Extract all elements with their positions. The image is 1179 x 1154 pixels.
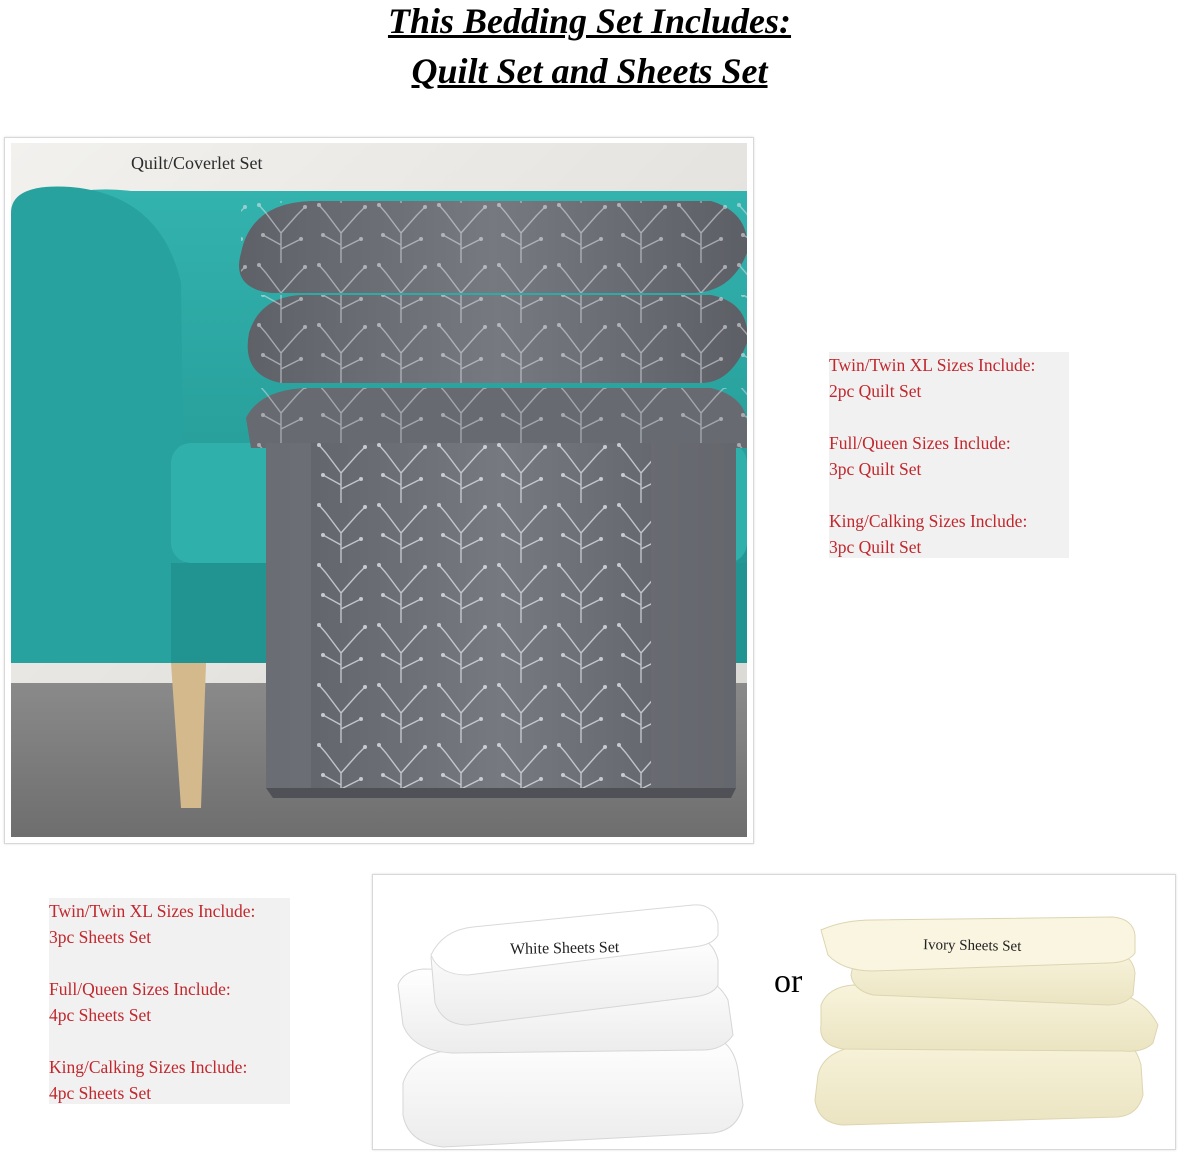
size-name: King/Calking Sizes Include: <box>49 1057 248 1077</box>
sofa-arm <box>11 187 186 663</box>
quilt-product-image <box>11 143 747 837</box>
heading-line-1: This Bedding Set Includes: <box>387 1 792 41</box>
size-name: King/Calking Sizes Include: <box>829 511 1028 531</box>
size-contents: 4pc Sheets Set <box>49 1005 152 1025</box>
size-name: Full/Queen Sizes Include: <box>829 433 1011 453</box>
size-contents: 3pc Quilt Set <box>829 537 922 557</box>
ivory-sheets-label: Ivory Sheets Set <box>922 937 1022 955</box>
quilt-size-entry <box>829 508 1065 560</box>
quilt-sizes-list <box>829 352 1069 558</box>
sheet-size-entry <box>49 1054 286 1106</box>
sheet-size-entry <box>49 976 286 1028</box>
quilt-photo-frame <box>4 137 754 844</box>
quilt-set-label: Quilt/Coverlet Set <box>131 153 263 173</box>
sheets-product-image <box>373 875 1175 1149</box>
size-name: Twin/Twin XL Sizes Include: <box>829 355 1036 375</box>
sheet-size-entry <box>49 898 286 950</box>
size-contents: 4pc Sheets Set <box>49 1083 152 1103</box>
heading-line-2: Quilt Set and Sheets Set <box>411 51 768 91</box>
size-name: Full/Queen Sizes Include: <box>49 979 231 999</box>
sheet-sizes-list <box>49 898 290 1104</box>
quilt-size-entry <box>829 352 1065 404</box>
white-sheets-label: White Sheets Set <box>509 939 620 958</box>
size-name: Twin/Twin XL Sizes Include: <box>49 901 256 921</box>
or-separator: or <box>774 963 803 1000</box>
sheets-photo-frame <box>372 874 1176 1150</box>
size-contents: 2pc Quilt Set <box>829 381 922 401</box>
quilt-size-entry <box>829 430 1065 482</box>
size-contents: 3pc Sheets Set <box>49 927 152 947</box>
size-contents: 3pc Quilt Set <box>829 459 922 479</box>
